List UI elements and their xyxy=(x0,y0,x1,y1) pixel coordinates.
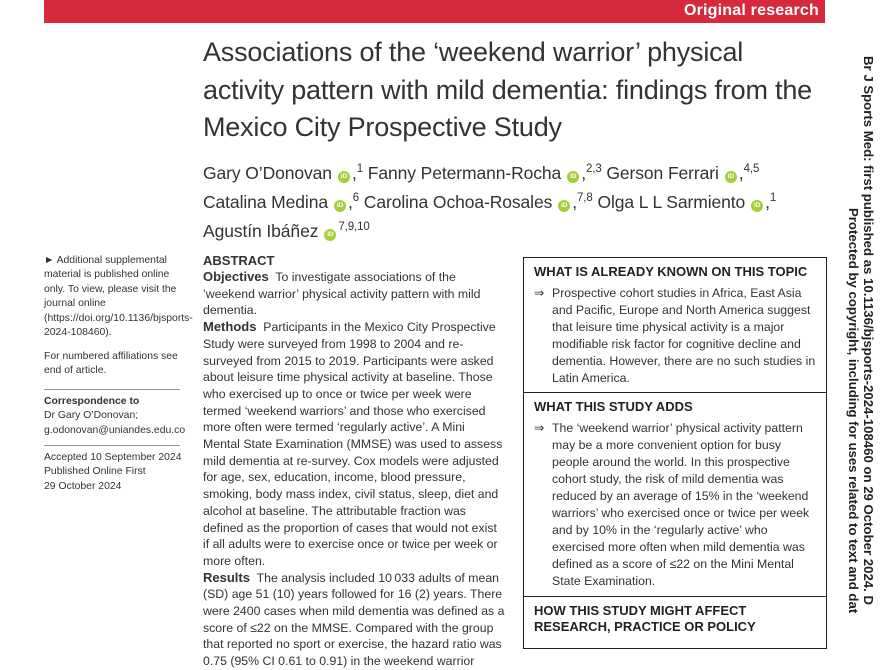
section-text: Participants in the Mexico City Prospective Study were surveyed from 1998 to 2004 and re-surveyed from 2015 to 2019. Participants were asked about leisure time physical activity at baseline. Those who exercised up to once or twice per week were termed ‘weekend warriors’ and those who exercised more often were termed ‘regularly active’. A Mini Mental State Examination (MMSE) was used to assess mild dementia at re-survey. Cox models were adjusted for age, sex, education, income, blood pressure, smoking, body mass index, civil status, sleep, diet and alcohol at baseline. The attributable fraction was defined as the proportion of cases that would not exist if all adults were to exercise once or twice per week or more often. xyxy=(203,320,503,568)
arrow-icon: ⇒ xyxy=(534,286,545,300)
author-affiliation: 7,9,10 xyxy=(338,221,370,233)
author-affiliation: 2,3 xyxy=(585,163,602,175)
author-list: Gary O’Donovan iD ,$^1$ Fanny Petermann-Rocha iD ,$^{2,3}$ Gerson Ferrari iD ,$^{4,5}$ Catalina Medina iD ,$^6$ Carolina Ochoa-Rosales iD ,$^{7,8}$ Olga L L Sarmiento iD ,$^1$ Agustín Ibáñez iD$^{7,9,10}$ xyxy=(203,163,777,241)
section-label: Methods xyxy=(203,319,257,335)
divider xyxy=(44,389,180,390)
abstract-objectives xyxy=(203,269,505,319)
correspondence-block xyxy=(44,395,184,438)
accepted-date: Accepted 10 September 2024 xyxy=(44,452,182,463)
known-item xyxy=(524,283,826,392)
citation-line: Br J Sports Med: first published as 10.1136/bjsports-2024-108460 on 29 October 2024. D xyxy=(861,56,876,605)
divider xyxy=(44,445,180,446)
affiliations-text: For numbered affiliations see end of article. xyxy=(44,351,178,377)
section-label: Objectives xyxy=(203,269,269,284)
published-label: Published Online First xyxy=(44,466,146,478)
adds-text: The ‘weekend warrior’ physical activity pattern may be a more convenient option for busy people around the world. In this prospective cohort study, the risk of mild dementia was reduced by an average of 15% in the ‘weekend warriors’ who exercised once or twice per week and by 10% in the ‘regularly active’ who exercised more often when mild dementia was defined as a score of ≤22 on the Mini Mental State Examination. xyxy=(552,421,810,588)
section-text: The analysis included 10 033 adults of mean (SD) age 51 (10) years followed for 16 (2) years. There were 2400 cases when mild dementia was defined as a score of ≤22 on the MMSE. Compared with the group that reported no sport or exercise, the hazard ratio was 0.75 (95% CI 0.61 to 0.91) in the weekend warrior xyxy=(203,570,505,669)
author-affiliation: 1 xyxy=(356,163,363,175)
adds-item xyxy=(524,418,826,595)
orcid-icon[interactable]: iD xyxy=(324,229,336,241)
author-affiliation: 6 xyxy=(352,192,360,204)
arrow-icon: ⇒ xyxy=(534,421,545,436)
author-name[interactable]: Olga L L Sarmiento xyxy=(597,192,746,212)
known-heading: WHAT IS ALREADY KNOWN ON THIS TOPIC xyxy=(534,264,808,279)
author-name[interactable]: Catalina Medina xyxy=(203,192,328,212)
section-text: To investigate associations of the ’weekend warrior’ physical activity pattern with mild dementia. xyxy=(203,270,481,318)
section-label: Original research xyxy=(683,2,819,19)
author-affiliation: 7,8 xyxy=(577,192,593,204)
orcid-icon[interactable]: iD xyxy=(338,171,350,183)
article-title: Associations of the ‘weekend warrior’ physical activity pattern with mild dementia: findings from the Mexico City Prospective Study xyxy=(203,37,812,142)
orcid-icon[interactable]: iD xyxy=(334,200,346,212)
known-text: Prospective cohort studies in Africa, East Asia and Pacific, Europe and North America suggest that leisure time physical activity is a major modifiable risk factor for cognitive decline and dementia. However, there are no such studies in Latin America. xyxy=(552,286,816,385)
correspondence-label: Correspondence to xyxy=(44,396,140,407)
author-name[interactable]: Gerson Ferrari xyxy=(606,163,719,183)
author-name[interactable]: Agustín Ibáñez xyxy=(203,221,319,241)
abstract xyxy=(203,253,505,670)
section-banner xyxy=(44,0,825,23)
author-affiliation: 4,5 xyxy=(743,163,760,175)
affect-heading: HOW THIS STUDY MIGHT AFFECT RESEARCH, PRACTICE OR POLICY xyxy=(524,596,826,638)
abstract-methods xyxy=(203,319,505,570)
key-messages-box xyxy=(523,257,827,649)
orcid-icon[interactable]: iD xyxy=(558,200,570,212)
affiliations-note xyxy=(44,350,184,379)
published-date: 29 October 2024 xyxy=(44,480,122,492)
abstract-heading: ABSTRACT xyxy=(203,253,275,268)
vertical-citation xyxy=(830,0,882,631)
author-name[interactable]: Fanny Petermann-Rocha xyxy=(367,163,562,183)
supplemental-text[interactable]: ► Additional supplemental material is published online only. To view, please visit the journal online (https://doi.org/10.1136/bjsports-2024-108460). xyxy=(44,255,193,339)
orcid-icon[interactable]: iD xyxy=(751,200,763,212)
supplemental-note xyxy=(44,254,193,340)
section-label: Results xyxy=(203,569,250,585)
dates-block xyxy=(44,451,184,494)
abstract-results xyxy=(203,570,505,670)
copyright-line: Protected by copyright, including for uses related to text and dat xyxy=(846,208,861,614)
correspondence-email[interactable]: g.odonovan@uniandes.edu.co xyxy=(44,424,186,436)
author-name[interactable]: Gary O’Donovan xyxy=(203,163,332,183)
correspondence-name: Dr Gary O’Donovan; xyxy=(44,410,139,422)
orcid-icon[interactable]: iD xyxy=(567,171,579,183)
author-name[interactable]: Carolina Ochoa-Rosales xyxy=(363,192,553,212)
author-affiliation: 1 xyxy=(769,192,777,204)
orcid-icon[interactable]: iD xyxy=(725,171,737,183)
adds-heading: WHAT THIS STUDY ADDS xyxy=(524,392,826,418)
